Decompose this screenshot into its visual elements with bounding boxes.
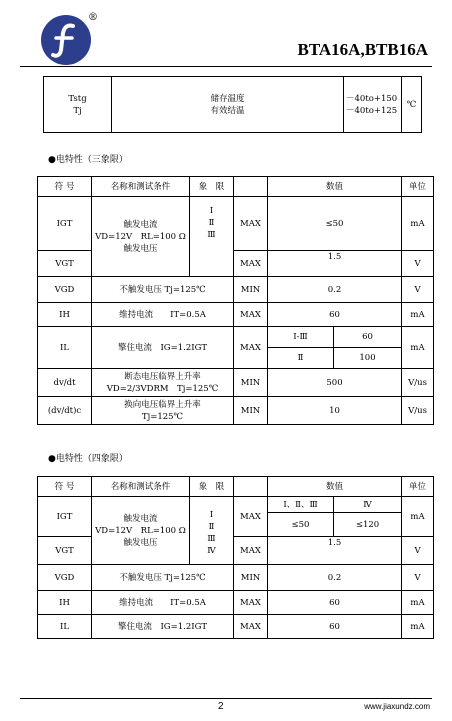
col-value: 数值	[268, 177, 402, 197]
three-quadrant-table	[37, 176, 434, 425]
il-quadrant-1: Ⅰ-Ⅲ	[268, 327, 334, 348]
table-header-row	[38, 477, 434, 497]
ih-symbol: IH	[38, 303, 92, 327]
col-limit	[234, 477, 268, 497]
il-condition: 擎住电流 IG=1.2IGT	[92, 327, 234, 369]
igt-vgt-conditions	[92, 197, 190, 277]
col-value: 数值	[268, 477, 402, 497]
ih-unit: mA	[402, 303, 434, 327]
footer-divider	[20, 698, 432, 699]
dvdt-unit: V/us	[402, 369, 434, 397]
vgd-unit: V	[402, 565, 434, 591]
registered-mark: ®	[88, 12, 98, 23]
quadrant-4: Ⅳ	[207, 546, 216, 556]
igt-unit: mA	[402, 197, 434, 251]
il-limit: MAX	[234, 327, 268, 369]
storage-unit: ℃	[402, 77, 422, 133]
vgt-symbol: VGT	[38, 537, 92, 565]
part-number-title: BTA16A,BTB16A	[297, 40, 428, 59]
il-condition: 擎住电流 IG=1.2IGT	[92, 615, 234, 639]
section-four-quadrant-title	[48, 451, 128, 464]
col-symbol: 符 号	[38, 477, 92, 497]
col-unit: 单位	[402, 177, 434, 197]
il-unit: mA	[402, 615, 434, 639]
igt-quadrant-head-1: Ⅰ、Ⅱ、Ⅲ	[268, 497, 334, 513]
col-name: 名称和测试条件	[92, 177, 190, 197]
dvdtc-unit: V/us	[402, 397, 434, 425]
ih-limit: MAX	[234, 303, 268, 327]
vgd-value: 0.2	[268, 565, 402, 591]
il-value-1: 60	[334, 327, 402, 348]
vgt-label: 触发电压	[123, 243, 158, 254]
storage-names	[112, 77, 344, 133]
il-symbol: IL	[38, 327, 92, 369]
quadrant-1: Ⅰ	[209, 510, 214, 520]
dvdt-label: 断态电压临界上升率	[124, 371, 201, 382]
vgd-limit: MIN	[234, 277, 268, 303]
igt-value-1: ≤50	[268, 513, 334, 537]
igt-unit: mA	[402, 497, 434, 537]
il-symbol: IL	[38, 615, 92, 639]
table-row	[38, 591, 434, 615]
vgt-symbol: VGT	[38, 251, 92, 277]
dvdtc-label: 换向电压临界上升率	[124, 399, 201, 410]
igt-limit: MAX	[234, 497, 268, 537]
col-unit: 单位	[402, 477, 434, 497]
vgt-unit: V	[402, 251, 434, 277]
vgt-limit: MAX	[234, 537, 268, 565]
vgd-condition: 不触发电压 Tj=125℃	[92, 565, 234, 591]
header-divider	[20, 66, 432, 67]
table-row	[38, 277, 434, 303]
ih-condition: 维持电流 IT=0.5A	[92, 591, 234, 615]
ih-symbol: IH	[38, 591, 92, 615]
table-row	[38, 497, 434, 513]
value-tj: －40to+125	[346, 105, 398, 116]
igt-value: ≤50	[268, 197, 402, 251]
table-row	[38, 397, 434, 425]
page-number: 2	[218, 701, 224, 712]
col-quadrant: 象 限	[190, 177, 234, 197]
il-value: 60	[268, 615, 402, 639]
il-unit: mA	[402, 327, 434, 369]
igt-limit: MAX	[234, 197, 268, 251]
section-title-text: 电特性（三象限）	[55, 155, 128, 165]
vgd-unit: V	[402, 277, 434, 303]
section-three-quadrant-title	[48, 152, 128, 165]
dvdtc-value: 10	[268, 397, 402, 425]
dvdtc-symbol: (dv/dt)c	[38, 397, 92, 425]
igt-condition: VD=12V RL=100 Ω	[95, 231, 186, 242]
igt-quadrant-head-2: Ⅳ	[334, 497, 402, 513]
ih-condition: 维持电流 IT=0.5A	[92, 303, 234, 327]
il-quadrant-2: Ⅱ	[268, 348, 334, 369]
symbol-tstg: Tstg	[68, 93, 87, 104]
vgd-symbol: VGD	[38, 277, 92, 303]
igt-condition: VD=12V RL=100 Ω	[95, 525, 186, 536]
quadrant-3: Ⅲ	[207, 230, 216, 240]
dvdtc-test: Tj=125℃	[141, 411, 184, 422]
table-row	[38, 303, 434, 327]
dvdtc-limit: MIN	[234, 397, 268, 425]
table-row	[38, 565, 434, 591]
vgt-value: 1.5	[268, 251, 402, 277]
symbol-tj: Tj	[73, 105, 82, 116]
col-name: 名称和测试条件	[92, 477, 190, 497]
quadrant-1: Ⅰ	[209, 206, 214, 216]
col-limit	[234, 177, 268, 197]
vgd-limit: MIN	[234, 565, 268, 591]
name-storage-temp: 储存温度	[210, 93, 245, 104]
vgt-label: 触发电压	[123, 537, 158, 548]
section-title-text: 电特性（四象限）	[55, 454, 128, 464]
quadrant-list	[190, 497, 234, 565]
dvdtc-condition	[92, 397, 234, 425]
storage-temperature-table	[43, 76, 422, 133]
col-symbol: 符 号	[38, 177, 92, 197]
vgt-limit: MAX	[234, 251, 268, 277]
vgt-unit: V	[402, 537, 434, 565]
dvdt-test: VD=2/3VDRM Tj=125℃	[106, 383, 219, 394]
igt-symbol: IGT	[38, 197, 92, 251]
vgt-value: 1.5	[268, 537, 402, 565]
vgd-value: 0.2	[268, 277, 402, 303]
ih-limit: MAX	[234, 591, 268, 615]
igt-vgt-conditions	[92, 497, 190, 565]
company-logo	[40, 14, 92, 66]
quadrant-2: Ⅱ	[208, 218, 215, 228]
quadrant-3: Ⅲ	[207, 534, 216, 544]
col-quadrant: 象 限	[190, 477, 234, 497]
vgd-symbol: VGD	[38, 565, 92, 591]
storage-values	[344, 77, 402, 133]
quadrant-list	[190, 197, 234, 277]
igt-symbol: IGT	[38, 497, 92, 537]
igt-label: 触发电流	[123, 513, 158, 524]
ih-value: 60	[268, 303, 402, 327]
storage-symbols	[44, 77, 112, 133]
table-row	[38, 615, 434, 639]
name-junction-temp: 有效结温	[210, 105, 245, 116]
dvdt-value: 500	[268, 369, 402, 397]
quadrant-2: Ⅱ	[208, 522, 215, 532]
il-value-2: 100	[334, 348, 402, 369]
dvdt-limit: MIN	[234, 369, 268, 397]
bullet-icon: ●	[48, 454, 56, 464]
value-tstg: －40to+150	[346, 93, 398, 104]
bullet-icon: ●	[48, 155, 56, 165]
ih-unit: mA	[402, 591, 434, 615]
table-row	[38, 327, 434, 348]
igt-value-2: ≤120	[334, 513, 402, 537]
il-limit: MAX	[234, 615, 268, 639]
table-header-row	[38, 177, 434, 197]
four-quadrant-table	[37, 476, 434, 639]
ih-value: 60	[268, 591, 402, 615]
dvdt-symbol: dv/dt	[38, 369, 92, 397]
vgd-condition: 不触发电压 Tj=125℃	[92, 277, 234, 303]
table-row	[38, 369, 434, 397]
website-link[interactable]: www.jiaxundz.com	[364, 702, 430, 711]
igt-label: 触发电流	[123, 219, 158, 230]
table-row	[38, 197, 434, 251]
dvdt-condition	[92, 369, 234, 397]
